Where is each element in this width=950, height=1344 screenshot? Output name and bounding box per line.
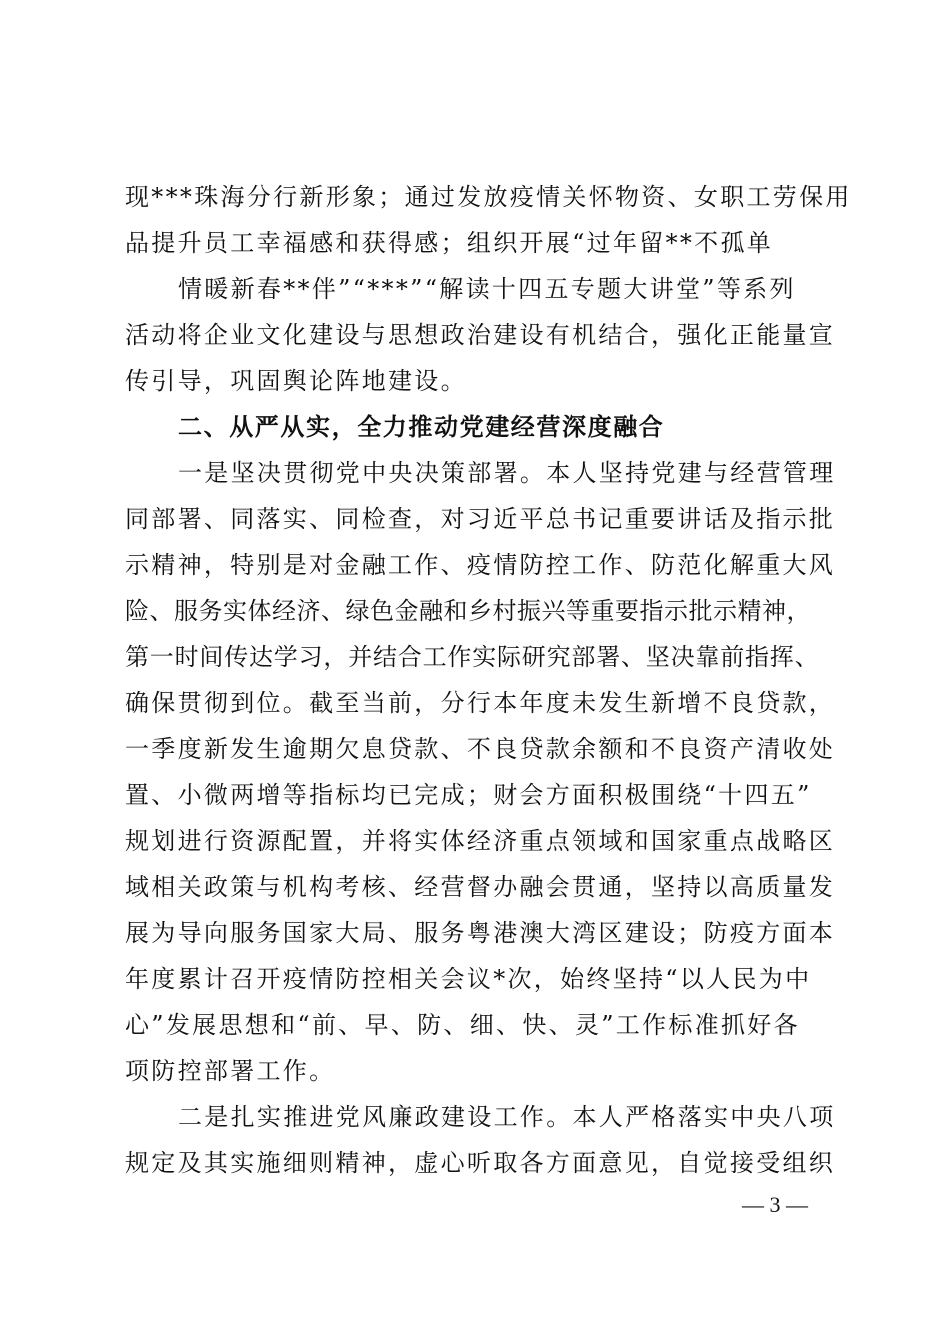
paragraph-line: 同部署、同落实、同检查，对习近平总书记重要讲话及指示批: [125, 505, 836, 533]
paragraph-line: 展为导向服务国家大局、服务粤港澳大湾区建设；防疫方面本: [125, 919, 836, 947]
paragraph-line: 险、服务实体经济、绿色金融和乡村振兴等重要指示批示精神，: [125, 597, 811, 625]
paragraph-line: 域相关政策与机构考核、经营督办融会贯通，坚持以高质量发: [125, 873, 836, 901]
page-number: — 3 —: [742, 1192, 808, 1217]
section-heading: 二、从严从实，全力推动党建经营深度融合: [178, 413, 665, 441]
paragraph-line: 活动将企业文化建设与思想政治建设有机结合，强化正能量宣: [125, 321, 836, 349]
paragraph-line: 置、小微两增等指标均已完成；财会方面积极围绕“十四五”: [125, 781, 812, 809]
paragraph-line: 品提升员工幸福感和获得感；组织开展“过年留**不孤单: [125, 229, 774, 257]
paragraph-line: 确保贯彻到位。截至当前，分行本年度未发生新增不良贷款，: [125, 689, 836, 717]
paragraph-line: 心”发展思想和“前、早、防、细、快、灵”工作标准抓好各: [125, 1011, 800, 1039]
paragraph-line: 情暖新春**伴”“***”“解读十四五专题大讲堂”等系列: [178, 275, 796, 303]
paragraph-line: 一季度新发生逾期欠息贷款、不良贷款余额和不良资产清收处: [125, 735, 836, 763]
paragraph-line: 第一时间传达学习，并结合工作实际研究部署、坚决靠前指挥、: [125, 643, 820, 671]
paragraph-line: 项防控部署工作。: [125, 1057, 336, 1085]
paragraph-line: 传引导，巩固舆论阵地建设。: [125, 367, 467, 395]
paragraph-line: 现***珠海分行新形象；通过发放疫情关怀物资、女职工劳保用: [125, 183, 852, 211]
paragraph-line: 二是扎实推进党风廉政建设工作。本人严格落实中央八项: [178, 1103, 836, 1131]
paragraph-line: 一是坚决贯彻党中央决策部署。本人坚持党建与经营管理: [178, 459, 836, 487]
paragraph-line: 规定及其实施细则精神，虚心听取各方面意见，自觉接受组织: [125, 1149, 836, 1177]
paragraph-line: 规划进行资源配置，并将实体经济重点领域和国家重点战略区: [125, 827, 836, 855]
paragraph-line: 年度累计召开疫情防控相关会议*次，始终坚持“以人民为中: [125, 965, 812, 993]
paragraph-line: 示精神，特别是对金融工作、疫情防控工作、防范化解重大风: [125, 551, 836, 579]
